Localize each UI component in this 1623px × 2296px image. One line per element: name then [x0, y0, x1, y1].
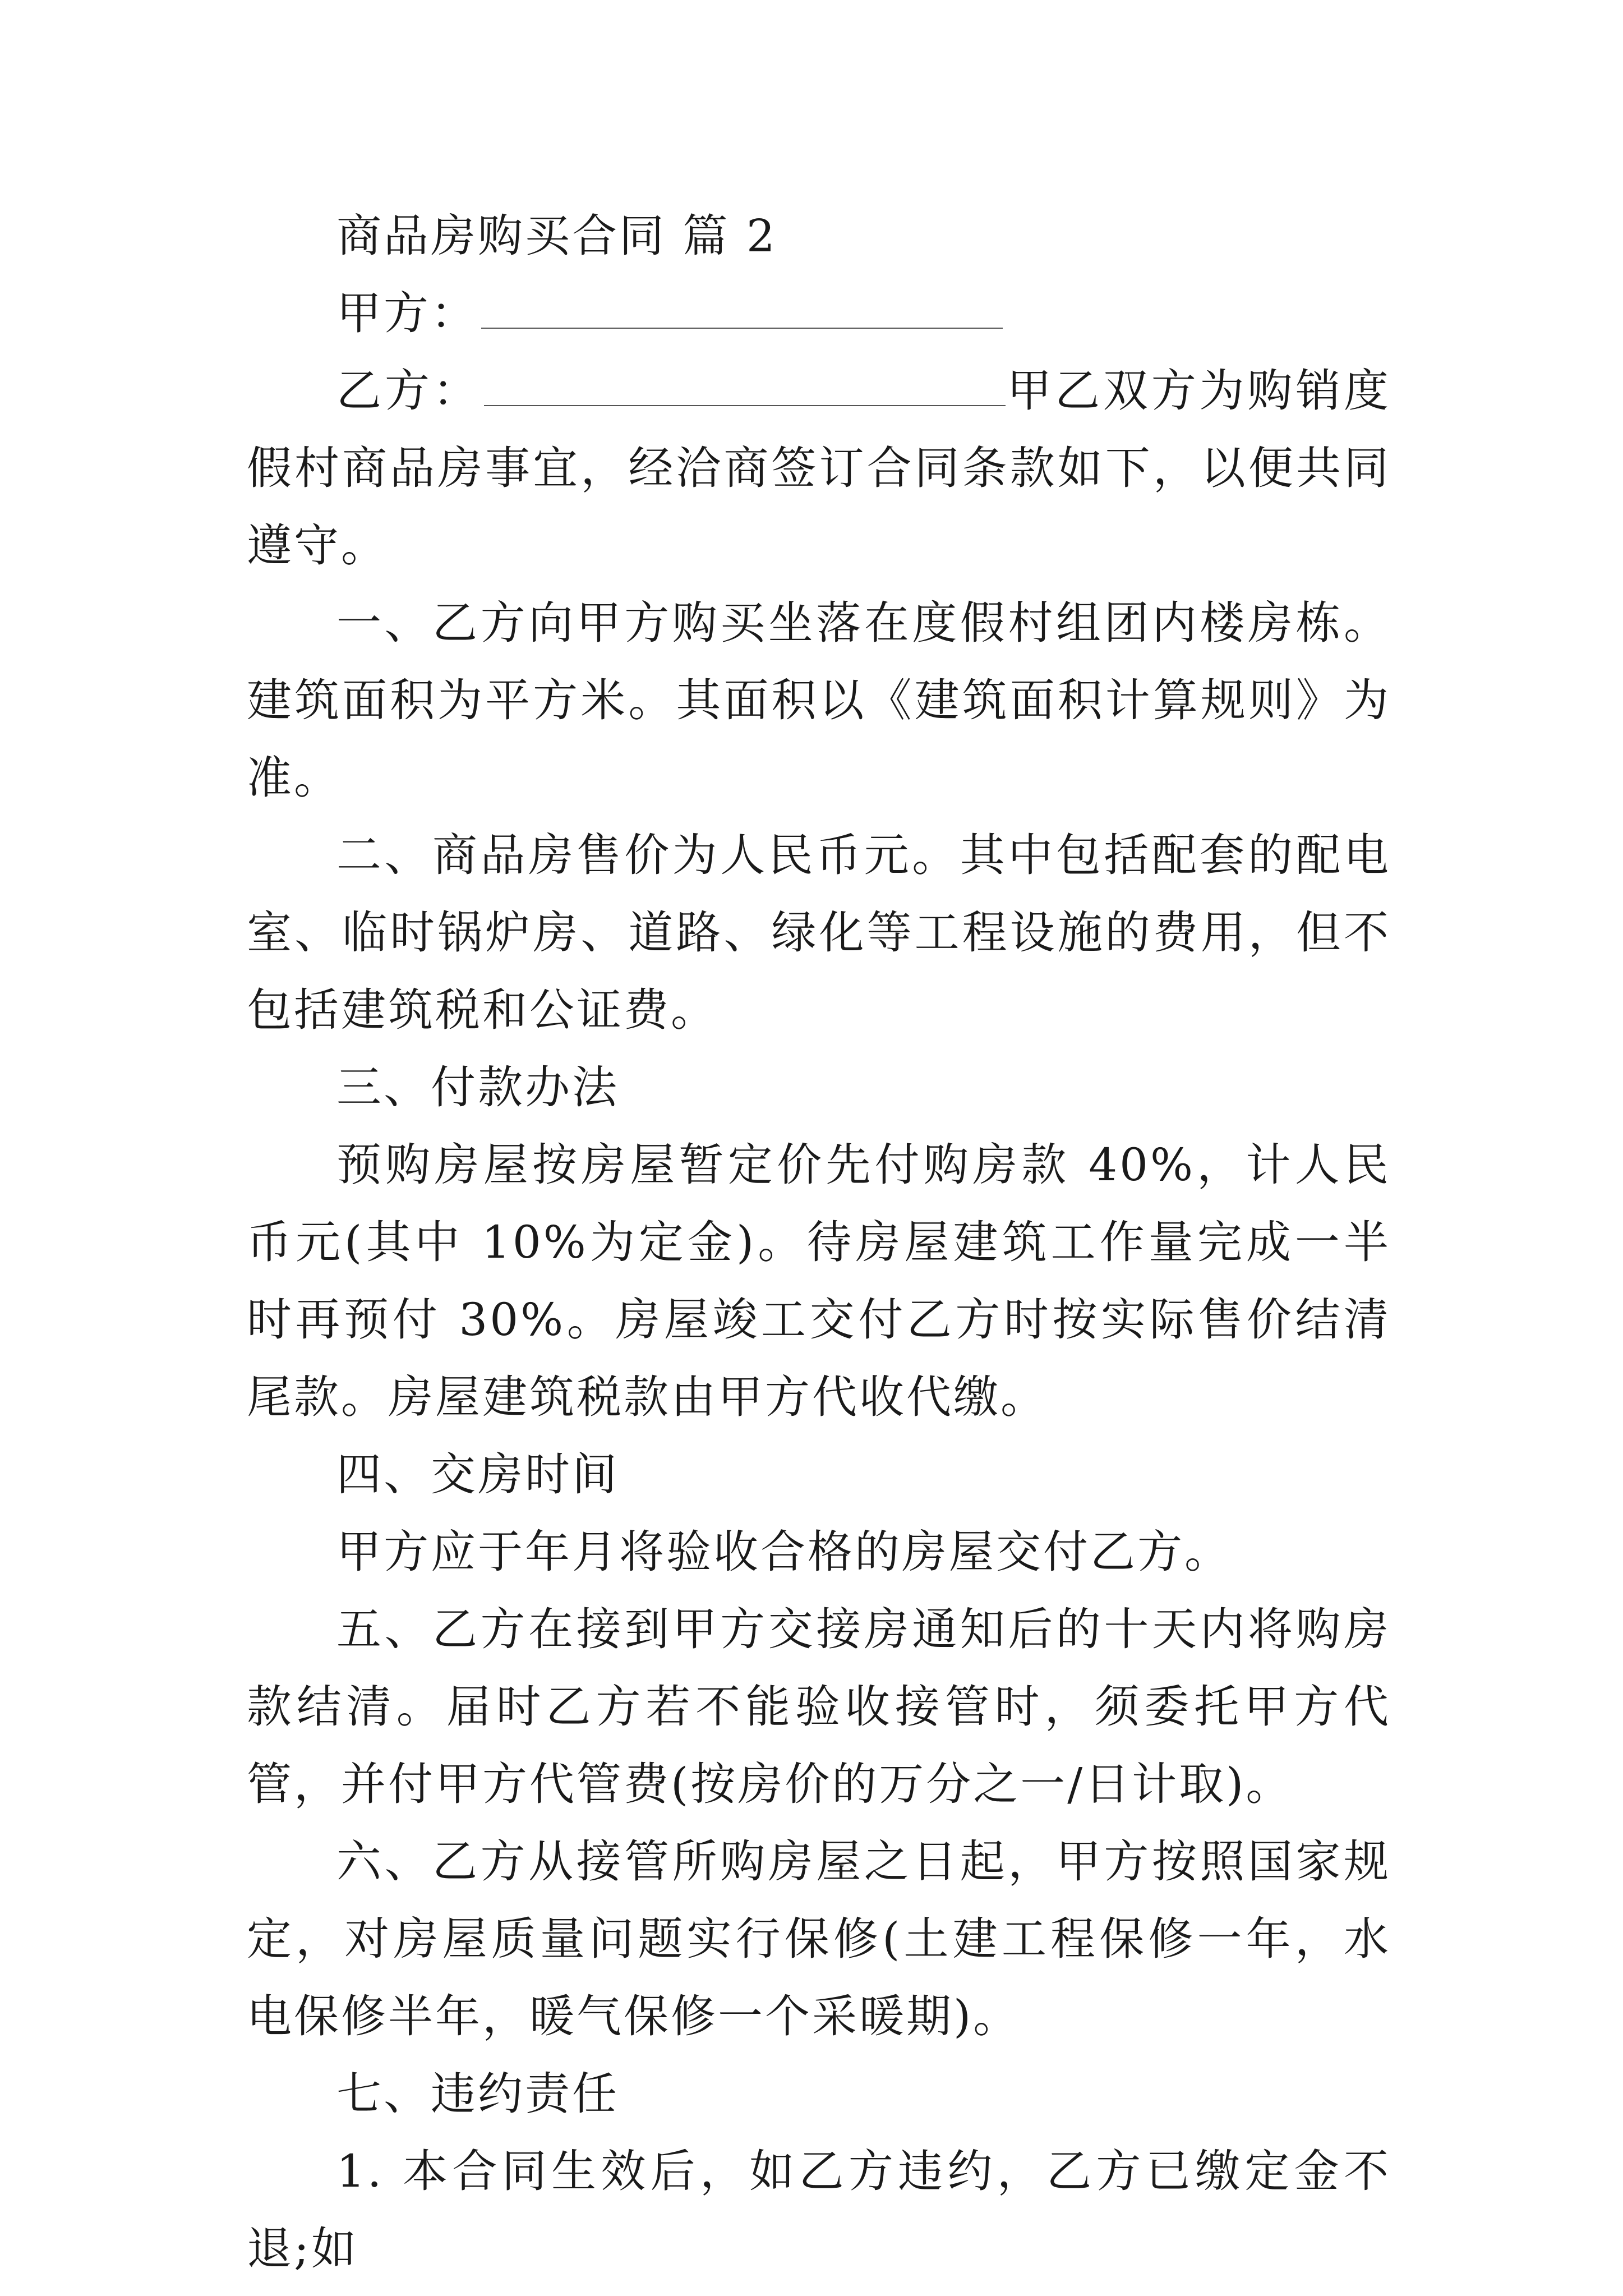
party-b-intro: 甲乙双方为购销度假村商品房事宜，经洽商签订合同条款如下，以便共同遵守。: [247, 365, 1391, 572]
clause-4-body: 甲方应于年月将验收合格的房屋交付乙方。: [336, 1526, 1232, 1578]
party-b-line: [247, 352, 1391, 585]
document-body: [247, 197, 1391, 2288]
party-a-blank: [481, 288, 1003, 329]
party-b-label: 乙方：: [336, 365, 481, 417]
party-a-label: 甲方：: [336, 287, 478, 339]
clause-1: 一、乙方向甲方购买坐落在度假村组团内楼房栋。建筑面积为平方米。其面积以《建筑面积计算规则》为准。: [247, 597, 1391, 804]
clause-3-body: 预购房屋按房屋暂定价先付购房款 40%，计人民币元(其中 10%为定金)。待房屋建筑工作量完成一半时再预付 30%。房屋竣工交付乙方时按实际售价结清尾款。房屋建筑税款由甲方代收代缴。: [247, 1139, 1391, 1423]
clause-3-heading: 三、付款办法: [336, 1061, 619, 1114]
clause-7-heading: 七、违约责任: [336, 2068, 619, 2120]
party-a-line: [247, 275, 1391, 352]
clause-7-item-1: 1. 本合同生效后，如乙方违约，乙方已缴定金不退;如: [247, 2145, 1391, 2275]
party-b-blank: [484, 366, 1006, 406]
document-title: 商品房购买合同 篇 2: [336, 210, 777, 262]
clause-6: 六、乙方从接管所购房屋之日起，甲方按照国家规定，对房屋质量问题实行保修(土建工程保修一年，水电保修半年，暖气保修一个采暖期)。: [247, 1835, 1391, 2042]
clause-5: 五、乙方在接到甲方交接房通知后的十天内将购房款结清。届时乙方若不能验收接管时，须委托甲方代管，并付甲方代管费(按房价的万分之一/日计取)。: [247, 1603, 1391, 1810]
clause-2: 二、商品房售价为人民币元。其中包括配套的配电室、临时锅炉房、道路、绿化等工程设施的费用，但不包括建筑税和公证费。: [247, 829, 1391, 1036]
clause-4-heading: 四、交房时间: [336, 1448, 619, 1501]
